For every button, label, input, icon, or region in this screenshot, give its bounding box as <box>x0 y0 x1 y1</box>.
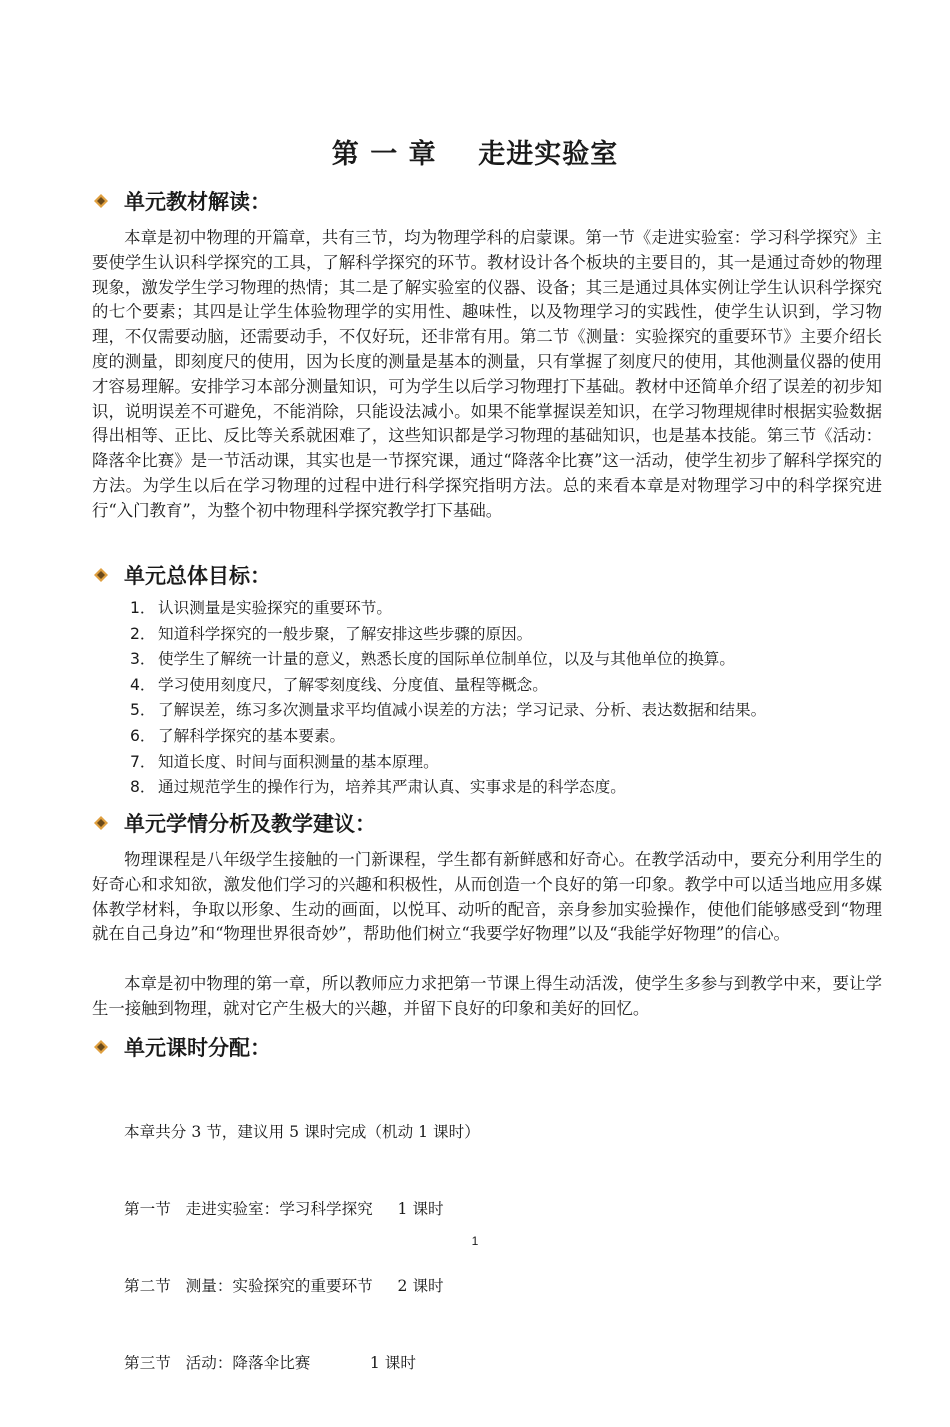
list-item: 5． 了解误差，练习多次测量求平均值减小误差的方法；学习记录、分析、表达数据和结果。 <box>130 701 767 720</box>
interpretation-paragraph <box>92 226 882 524</box>
section-heading-text: 单元总体目标： <box>124 564 271 588</box>
diamond-bullet-icon <box>92 814 110 832</box>
list-item: 第三节 活动：降落伞比赛 1 课时 <box>124 1353 416 1372</box>
list-item: 1． 认识测量是实验探究的重要环节。 <box>130 599 392 617</box>
list-item: 2． 知道科学探究的一般步聚，了解安排这些步骤的原因。 <box>130 624 533 643</box>
goals-list <box>130 596 766 801</box>
section-heading-goals <box>92 560 271 590</box>
schedule-block <box>124 1069 480 1427</box>
page-number: 1 <box>471 1234 479 1248</box>
chapter-title: 第 一 章 走进实验室 <box>331 139 619 170</box>
diamond-bullet-icon <box>92 192 110 210</box>
list-item: 第一节 走进实验室：学习科学探究 1 课时 <box>124 1199 444 1218</box>
schedule-summary: 本章共分 3 节，建议用 5 课时完成（机动 1 课时） <box>124 1123 480 1142</box>
section-heading-text: 单元学情分析及教学建议： <box>124 812 376 836</box>
interpretation-text: 本章是初中物理的开篇章，共有三节，均为物理学科的启蒙课。第一节《走进实验室：学习科学探究》主要使学生认识科学探究的工具，了解科学探究的环节。教材设计各个板块的主要目的，其一是通过奇妙的物理现象，激发学生学习物理的热情；其二是了解实验室的仪器、设备；其三是通过具体实例让学生认识科学探究的七个要素；其四是让学生体验物理学的实用性、趣味性，以及物理学习的实践性，使学生认识到，学习物理，不仅需要动脑，还需要动手，不仅好玩，还非常有用。第二节《测量：实验探究的重要环节》主要介绍长度的测量，即刻度尺的使用，因为长度的测量是基本的测量，只有掌握了刻度尺的使用，其他测量仪器的使用才容易理解。安排学习本部分测量知识，可为学生以后学习物理打下基础。教材中还简单介绍了误差的初步知识，说明误差不可避免，不能消除，只能设法减小。如果不能掌握误差知识，在学习物理规律时根据实验数据得出相等、正比、反比等关系就困难了，这些知识都是学习物理的基础知识，也是基本技能。第三节《活动：降落伞比赛》是一节活动课，其实也是一节探究课，通过“降落伞比赛”这一活动，使学生初步了解科学探究的方法。为学生以后在学习物理的过程中进行科学探究指明方法。总的来看本章是对物理学习中的科学探究进行“入门教育”，为整个初中物理科学探究教学打下基础。 <box>92 228 882 520</box>
section-heading-text: 单元课时分配： <box>124 1036 271 1060</box>
section-heading-text: 单元教材解读： <box>124 190 271 214</box>
analysis-paragraph-2: 本章是初中物理的第一章，所以教师应力求把第一节课上得生动活泼，使学生多参与到教学中来，要让学生一接触到物理，就对它产生极大的兴趣，并留下良好的印象和美好的回忆。 <box>92 974 882 1018</box>
list-item: 3． 使学生了解统一计量的意义，熟悉长度的国际单位制单位，以及与其他单位的换算。 <box>130 650 735 669</box>
list-item: 6． 了解科学探究的基本要素。 <box>130 726 346 745</box>
list-item: 第二节 测量：实验探究的重要环节 2 课时 <box>124 1276 444 1295</box>
list-item: 4． 学习使用刻度尺，了解零刻度线、分度值、量程等概念。 <box>130 675 548 694</box>
list-item: 7． 知道长度、时间与面积测量的基本原理。 <box>130 752 439 771</box>
section-heading-interpretation <box>92 186 271 216</box>
analysis-paragraph-1: 物理课程是八年级学生接触的一门新课程，学生都有新鲜感和好奇心。在教学活动中，要充分利用学生的好奇心和求知欲，激发他们学习的兴趣和积极性，从而创造一个良好的第一印象。教学中可以适当地应用多媒体教学材料，争取以形象、生动的画面，以悦耳、动听的配音，亲身参加实验操作，使他们能够感受到“物理就在自己身边”和“物理世界很奇妙”，帮助他们树立“我要学好物理”以及“我能学好物理”的信心。 <box>92 850 882 944</box>
list-item: 8． 通过规范学生的操作行为，培养其严肃认真、实事求是的科学态度。 <box>130 778 626 797</box>
section-heading-analysis <box>92 808 376 838</box>
diamond-bullet-icon <box>92 566 110 584</box>
diamond-bullet-icon <box>92 1038 110 1056</box>
section-heading-schedule <box>92 1032 271 1062</box>
